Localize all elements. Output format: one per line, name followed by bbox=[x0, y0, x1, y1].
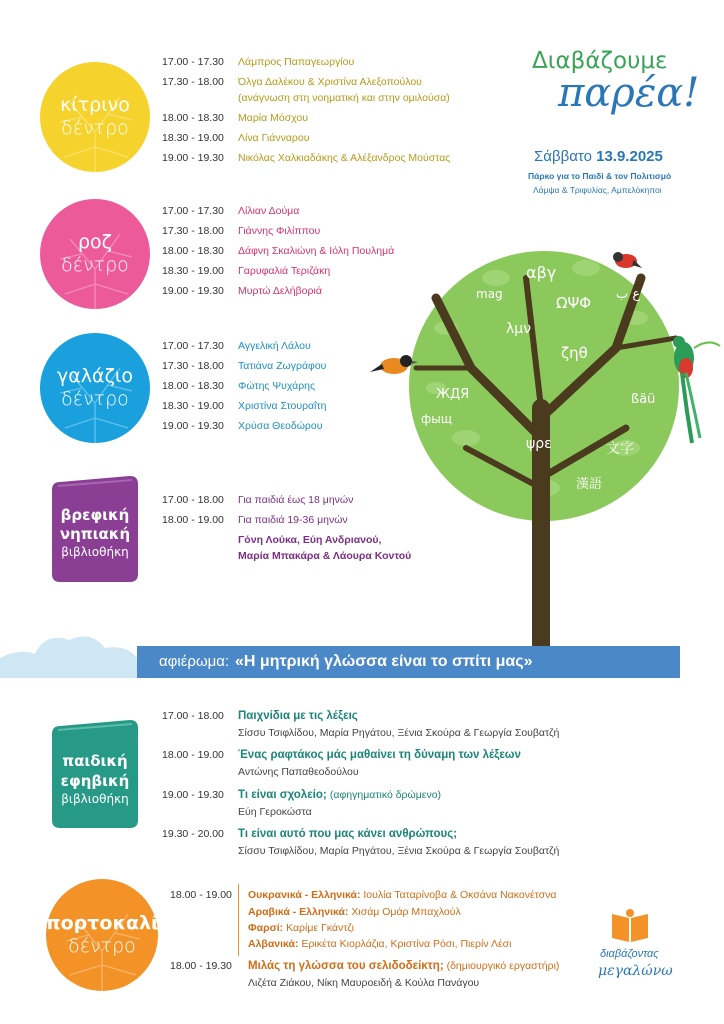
svg-text:фыщ: фыщ bbox=[421, 412, 453, 426]
slot-time: 17.00 - 17.30 bbox=[162, 205, 224, 217]
slot-time: 18.30 - 19.00 bbox=[162, 265, 224, 277]
svg-text:ع ب: ع ب bbox=[616, 287, 641, 302]
slot-time: 17.30 - 18.00 bbox=[162, 225, 224, 237]
slot-time: 19.00 - 19.30 bbox=[162, 152, 224, 164]
slot-name: Λίνα Γιάνναρου bbox=[238, 132, 310, 144]
slot-name: Όλγα Δαλέκου & Χριστίνα Αλεξοπούλου bbox=[238, 76, 422, 88]
slot-title-line bbox=[238, 789, 441, 801]
blue-tree-badge bbox=[40, 333, 150, 443]
quetzal-bird-icon bbox=[664, 318, 722, 448]
workshop-row bbox=[248, 960, 559, 972]
brand-title-1: Διαβάζουμε bbox=[532, 48, 668, 74]
slot-time: 18.00 - 18.30 bbox=[162, 380, 224, 392]
slot-title: Τι είναι σχολείο; bbox=[238, 789, 327, 801]
event-address: Λάμψα & Τριφυλίας, Αμπελόκηποι bbox=[533, 185, 662, 195]
svg-text:λμν: λμν bbox=[506, 321, 532, 337]
baby-title-2: νηπιακή bbox=[59, 525, 131, 543]
lang-row bbox=[248, 889, 556, 901]
open-book-logo-icon bbox=[610, 908, 650, 944]
lang-names: Χισάμ Ομάρ Μπαχλούλ bbox=[351, 906, 461, 918]
slot-time: 19.30 - 20.00 bbox=[162, 828, 224, 840]
svg-text:文字: 文字 bbox=[606, 441, 634, 457]
slot-time: 19.00 - 19.30 bbox=[162, 285, 224, 297]
slot-note: (ανάγνωση στη νοηματική και στην ομιλούσα) bbox=[238, 92, 450, 104]
slot-time: 17.00 - 18.00 bbox=[162, 494, 224, 506]
svg-text:αβγ: αβγ bbox=[526, 263, 557, 282]
slot-time: 17.00 - 17.30 bbox=[162, 56, 224, 68]
pink-title-1: ροζ bbox=[77, 231, 113, 253]
slot-time: 18.30 - 19.00 bbox=[162, 132, 224, 144]
lang-row bbox=[248, 906, 461, 918]
lang-label: Ουκρανικά - Ελληνικά: bbox=[248, 889, 361, 901]
slot-time: 18.00 - 19.00 bbox=[162, 749, 224, 761]
youth-title-1: παιδική bbox=[62, 752, 128, 770]
svg-text:ßäü: ßäü bbox=[631, 392, 656, 407]
lang-names: Ερικέτα Κιορλάζια, Κριστίνα Ρόσι, Πιερίν Λέσι bbox=[301, 938, 512, 950]
slot-title: Τι είναι αυτό που μας κάνει ανθρώπους; bbox=[238, 828, 458, 840]
slot-time: 19.00 - 19.30 bbox=[162, 789, 224, 801]
slot-time: 18.00 - 19.00 bbox=[170, 889, 232, 901]
slot-name: Μαρία Μόσχου bbox=[238, 112, 308, 124]
orange-divider bbox=[238, 884, 239, 956]
slot-name: Για παιδιά 19-36 μηνών bbox=[238, 514, 348, 526]
slot-name: Χριστίνα Στουραΐτη bbox=[238, 400, 327, 412]
baby-hosts-2: Μαρία Μπακάρα & Λάουρα Κοντού bbox=[238, 550, 412, 562]
event-venue: Πάρκο για το Παιδί & τον Πολιτισμό bbox=[528, 171, 672, 181]
baby-title-3: βιβλιοθήκη bbox=[61, 545, 129, 559]
slot-name: Χρύσα Θεοδώρου bbox=[238, 420, 323, 432]
workshop-note: (δημιουργικό εργαστήρι) bbox=[446, 960, 560, 972]
slot-time: 19.00 - 19.30 bbox=[162, 420, 224, 432]
slot-time: 18.00 - 18.30 bbox=[162, 112, 224, 124]
blue-title-1: γαλάζιο bbox=[57, 365, 133, 387]
workshop-people: Λιζέτα Ζιάκου, Νίκη Μαυροειδή & Κούλα Πανάγου bbox=[248, 977, 480, 989]
slot-time: 17.30 - 18.00 bbox=[162, 76, 224, 88]
lang-names: Ιουλία Ταταρίνοβα & Οκσάνα Νακονέτσνα bbox=[363, 889, 557, 901]
slot-people: Σίσσυ Τσιφλίδου, Μαρία Ρηγάτου, Ξένια Σκούρα & Γεωργία Σουβατζή bbox=[238, 727, 560, 739]
workshop-title: Μιλάς τη γλώσσα του σελιδοδείκτη; bbox=[248, 960, 444, 972]
slot-time: 17.00 - 18.00 bbox=[162, 710, 224, 722]
slot-name: Λάμπρος Παπαγεωργίου bbox=[238, 56, 355, 68]
slot-title: Ένας ραφτάκος μάς μαθαίνει τη δύναμη των λέξεων bbox=[238, 749, 521, 761]
slot-people: Αντώνης Παπαθεοδούλου bbox=[238, 766, 359, 778]
slot-name: Αγγελική Λάλου bbox=[238, 340, 311, 352]
slot-name: Γιάννης Φιλίππου bbox=[238, 225, 321, 237]
youth-title-3: βιβλιοθήκη bbox=[61, 792, 129, 806]
slot-name: Νικόλας Χαλκιαδάκης & Αλέξανδρος Μούστας bbox=[238, 152, 451, 164]
event-date: 13.9.2025 bbox=[596, 148, 663, 165]
baby-title-1: βρεφική bbox=[60, 506, 130, 524]
slot-time: 18.00 - 19.30 bbox=[170, 960, 232, 972]
yellow-tree-badge bbox=[40, 62, 150, 172]
slot-note: (αφηγηματικό δρώμενο) bbox=[329, 789, 442, 801]
orange-title-1: πορτοκαλί bbox=[46, 912, 158, 934]
svg-text:ЖДЯ: ЖДЯ bbox=[436, 387, 470, 402]
slot-people: Εύη Γεροκώστα bbox=[238, 806, 312, 818]
slot-name: Γαρυφαλιά Τεριζάκη bbox=[238, 265, 331, 277]
event-day: Σάββατο bbox=[534, 148, 592, 165]
bird-left-icon bbox=[368, 350, 418, 380]
slot-name: Τατιάνα Ζωγράφου bbox=[238, 360, 327, 372]
slot-title: Παιχνίδια με τις λέξεις bbox=[238, 710, 358, 722]
banner-prefix: αφιέρωμα: bbox=[159, 653, 230, 670]
yellow-title-2: δέντρο bbox=[61, 117, 129, 139]
baby-library-badge bbox=[48, 474, 142, 584]
pink-title-2: δέντρο bbox=[61, 254, 129, 276]
lang-names: Καρίμε Γκάντζι bbox=[286, 922, 354, 934]
slot-time: 18.00 - 19.00 bbox=[162, 514, 224, 526]
lang-row bbox=[248, 938, 511, 950]
bird-top-icon bbox=[608, 248, 642, 274]
lang-row bbox=[248, 922, 354, 934]
svg-text:ζηθ: ζηθ bbox=[561, 344, 588, 362]
svg-text:ψρε: ψρε bbox=[526, 436, 552, 452]
youth-title-2: εφηβική bbox=[60, 772, 130, 790]
slot-time: 18.30 - 19.00 bbox=[162, 400, 224, 412]
slot-name: Φώτης Ψυχάρης bbox=[238, 380, 316, 392]
banner-title: «Η μητρική γλώσσα είναι το σπίτι μας» bbox=[235, 653, 533, 670]
slot-name: Για παιδιά έως 18 μηνών bbox=[238, 494, 354, 506]
lang-label: Φαρσί: bbox=[248, 922, 284, 934]
yellow-title-1: κίτρινο bbox=[60, 94, 130, 116]
svg-text:漢語: 漢語 bbox=[576, 477, 603, 492]
lang-label: Αλβανικά: bbox=[248, 938, 299, 950]
slot-time: 17.00 - 17.30 bbox=[162, 340, 224, 352]
slot-name: Λίλιαν Δούμα bbox=[238, 205, 300, 217]
slot-time: 17.30 - 18.00 bbox=[162, 360, 224, 372]
event-date-line bbox=[534, 148, 663, 165]
blue-title-2: δέντρο bbox=[61, 388, 129, 410]
logo-line-1: διαβάζοντας bbox=[600, 948, 659, 960]
svg-text:mag: mag bbox=[476, 287, 503, 301]
slot-time: 18.00 - 18.30 bbox=[162, 245, 224, 257]
slot-people: Σίσσυ Τσιφλίδου, Μαρία Ρηγάτου, Ξένια Σκούρα & Γεωργία Σουβατζή bbox=[238, 845, 560, 857]
logo-line-2: μεγαλώνω bbox=[598, 963, 673, 979]
slot-name: Μυρτώ Δελήβοριά bbox=[238, 285, 322, 297]
orange-title-2: δέντρο bbox=[68, 935, 136, 957]
brand-title-2: παρέα! bbox=[558, 70, 700, 116]
slot-name: Δάφνη Σκαλιώνη & Ιόλη Πουλημά bbox=[238, 245, 395, 257]
cloud-decoration-icon bbox=[0, 628, 160, 678]
youth-library-badge bbox=[48, 718, 142, 830]
svg-text:ΩΨΦ: ΩΨΦ bbox=[556, 294, 592, 312]
lang-label: Αραβικά - Ελληνικά: bbox=[248, 906, 349, 918]
theme-banner bbox=[137, 646, 680, 678]
orange-tree-badge bbox=[46, 879, 158, 991]
pink-tree-badge bbox=[40, 199, 150, 309]
baby-hosts-1: Γόνη Λούκα, Εύη Ανδριανού, bbox=[238, 534, 382, 546]
